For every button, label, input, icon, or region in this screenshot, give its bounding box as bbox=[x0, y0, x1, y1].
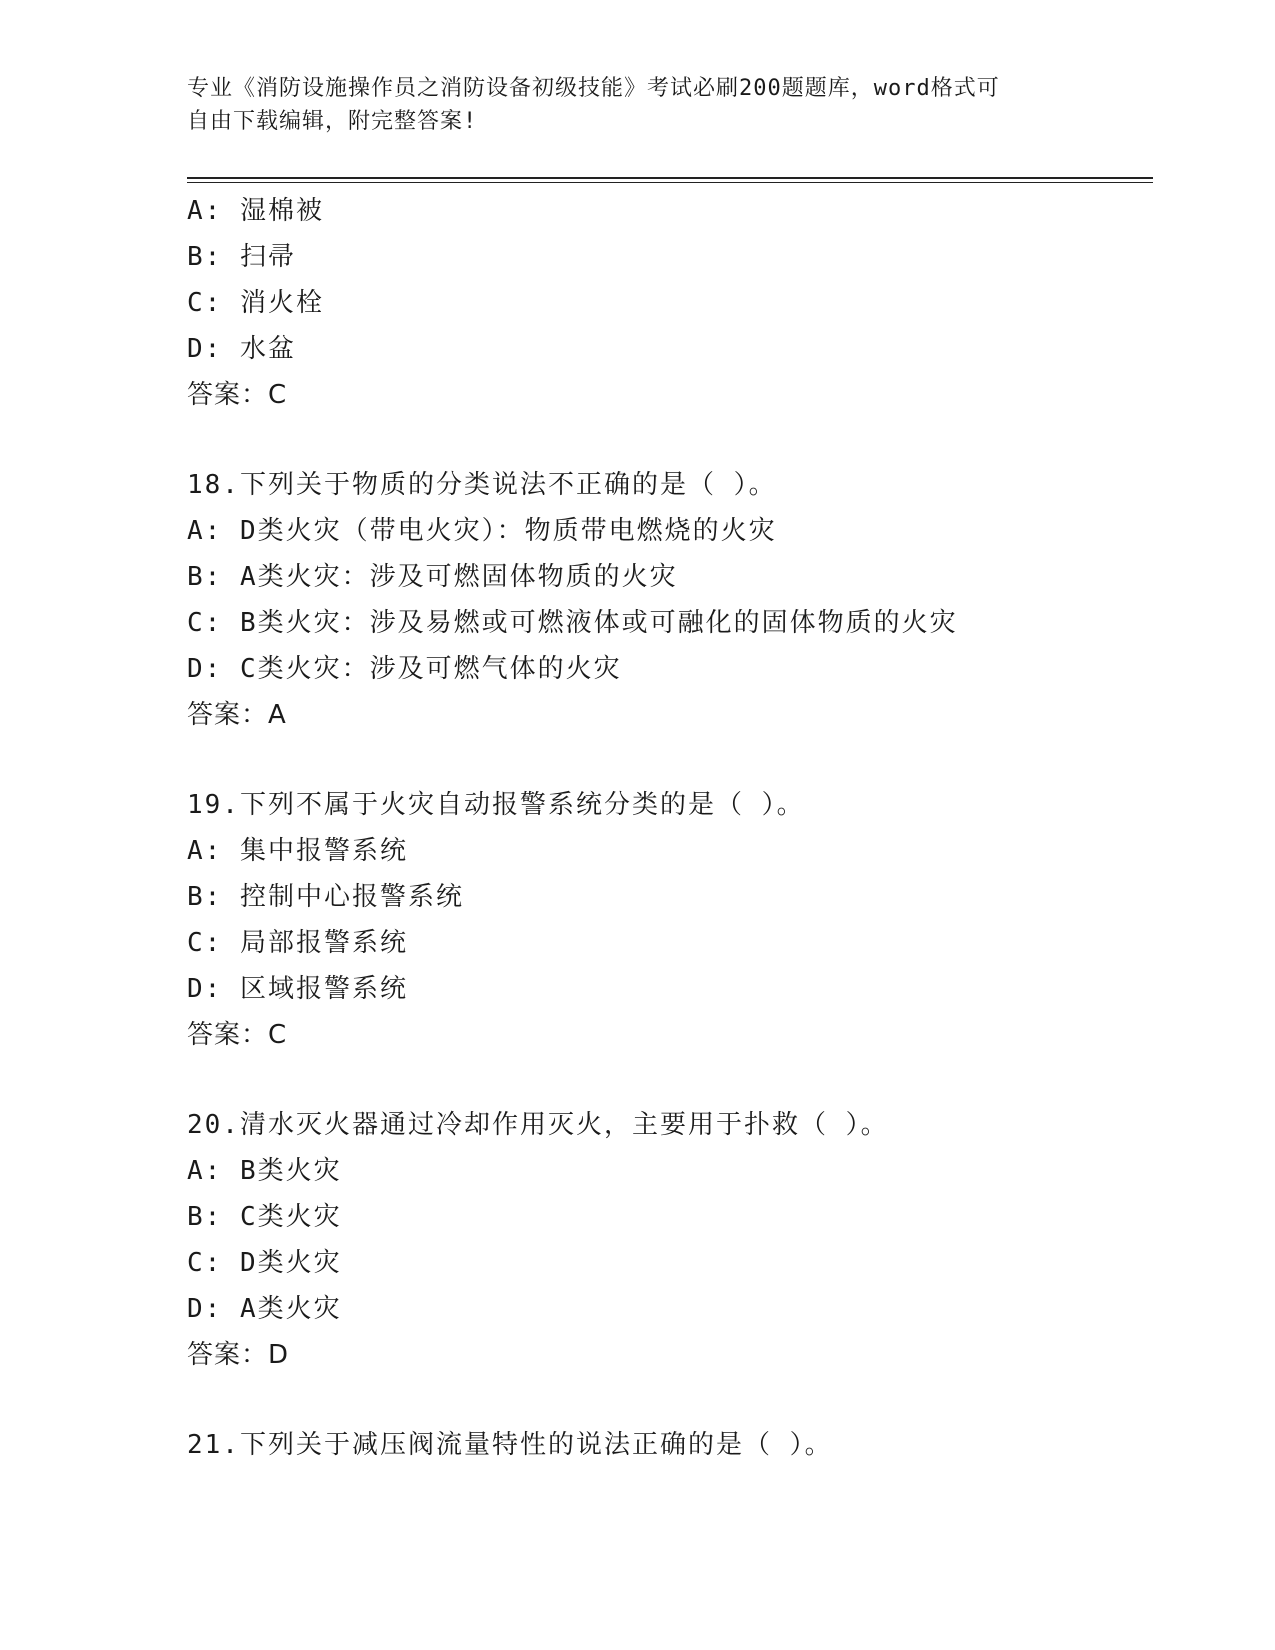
answer-line: 答案：A bbox=[187, 700, 287, 730]
answer-line: 答案：D bbox=[187, 1340, 290, 1370]
option-a: A: 湿棉被 bbox=[187, 196, 324, 226]
header-divider bbox=[187, 177, 1153, 183]
option-b: B: C类火灾 bbox=[187, 1202, 342, 1232]
question-21 bbox=[187, 1422, 1187, 1468]
answer-line: 答案：C bbox=[187, 1020, 288, 1050]
header-line-2: 自由下载编辑，附完整答案! bbox=[187, 109, 478, 134]
question-stem: 21.下列关于减压阀流量特性的说法正确的是（ ）。 bbox=[187, 1430, 833, 1460]
option-c: C: 消火栓 bbox=[187, 288, 324, 318]
question-19 bbox=[187, 782, 1187, 1058]
spacer bbox=[187, 738, 1187, 782]
option-d: D: 区域报警系统 bbox=[187, 974, 408, 1004]
option-d: D: 水盆 bbox=[187, 334, 296, 364]
question-18 bbox=[187, 462, 1187, 738]
header-line-1: 专业《消防设施操作员之消防设备初级技能》考试必刷200题题库，word格式可 bbox=[187, 76, 1000, 101]
question-list bbox=[187, 188, 1187, 1468]
option-b: B: 控制中心报警系统 bbox=[187, 882, 464, 912]
question-stem: 19.下列不属于火灾自动报警系统分类的是（ ）。 bbox=[187, 790, 805, 820]
spacer bbox=[187, 418, 1187, 462]
question-20 bbox=[187, 1102, 1187, 1378]
option-a: A: 集中报警系统 bbox=[187, 836, 408, 866]
question-stem: 18.下列关于物质的分类说法不正确的是（ ）。 bbox=[187, 470, 777, 500]
answer-line: 答案：C bbox=[187, 380, 288, 410]
option-c: C: D类火灾 bbox=[187, 1248, 342, 1278]
option-a: A: D类火灾（带电火灾）：物质带电燃烧的火灾 bbox=[187, 516, 777, 546]
option-c: C: B类火灾：涉及易燃或可燃液体或可融化的固体物质的火灾 bbox=[187, 608, 958, 638]
spacer bbox=[187, 1058, 1187, 1102]
option-c: C: 局部报警系统 bbox=[187, 928, 408, 958]
question-17-continued bbox=[187, 188, 1187, 418]
option-b: B: 扫帚 bbox=[187, 242, 296, 272]
option-b: B: A类火灾：涉及可燃固体物质的火灾 bbox=[187, 562, 678, 592]
spacer bbox=[187, 1378, 1187, 1422]
option-d: D: C类火灾：涉及可燃气体的火灾 bbox=[187, 654, 622, 684]
question-stem: 20.清水灭火器通过冷却作用灭火，主要用于扑救（ ）。 bbox=[187, 1110, 889, 1140]
option-a: A: B类火灾 bbox=[187, 1156, 342, 1186]
document-header bbox=[187, 72, 1087, 138]
option-d: D: A类火灾 bbox=[187, 1294, 342, 1324]
